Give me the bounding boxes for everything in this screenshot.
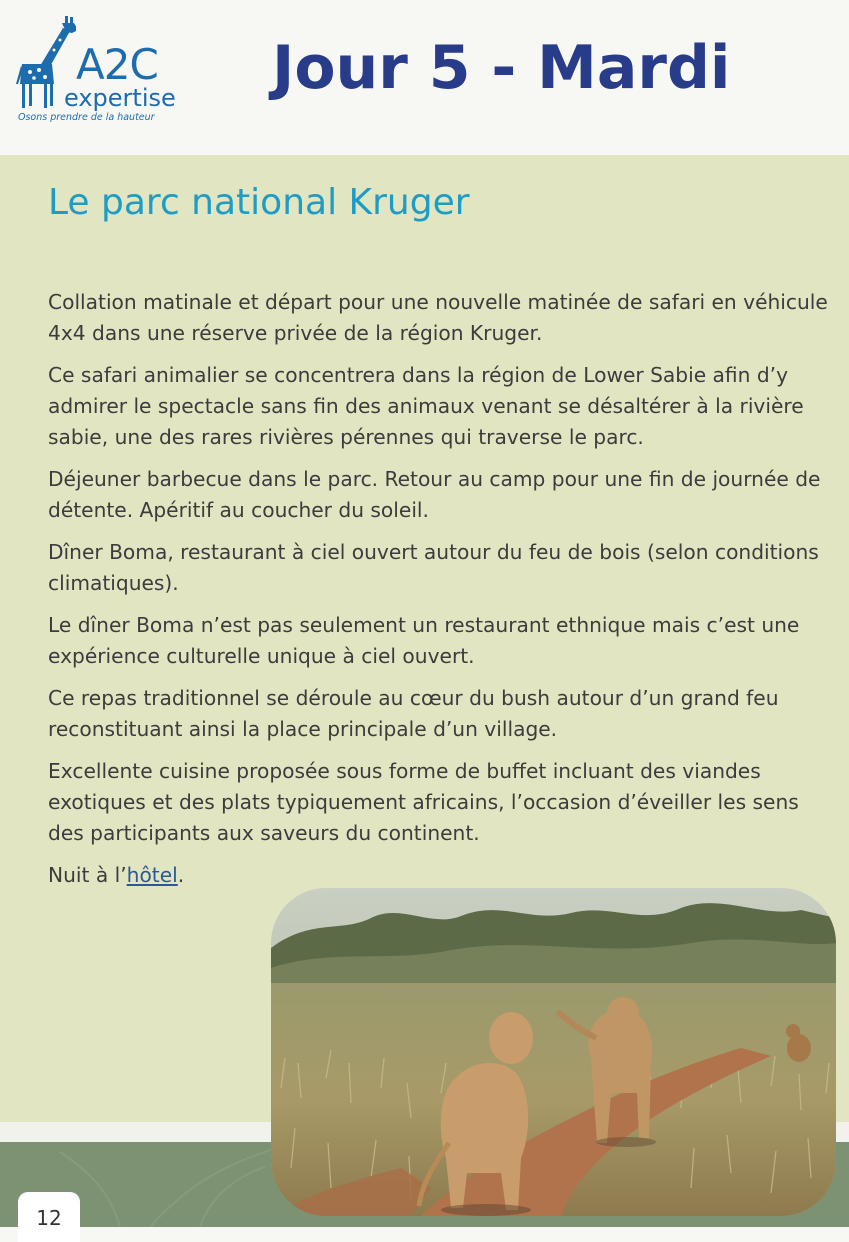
paragraph: Excellente cuisine proposée sous forme de buffet incluant des viandes exotiques et des plats typiquement africains, l’occasion d’éveiller les sens des participants aux saveurs du continent. xyxy=(48,759,799,845)
night-suffix: . xyxy=(177,863,185,887)
paragraph: Ce repas traditionnel se déroule au cœur du bush autour d’un grand feu reconstituant ainsi la place principale d’un village. xyxy=(48,686,779,741)
page-number-tab xyxy=(18,1192,80,1242)
paragraph: Collation matinale et départ pour une nouvelle matinée de safari en véhicule 4x4 dans une réserve privée de la région Kruger. xyxy=(48,290,828,345)
section-title: Le parc national Kruger xyxy=(48,182,470,223)
page-header xyxy=(0,0,849,155)
page-title: Jour 5 - Mardi xyxy=(272,33,731,103)
night-line xyxy=(48,860,838,891)
paragraph: Déjeuner barbecue dans le parc. Retour au camp pour une fin de journée de détente. Apéritif au coucher du soleil. xyxy=(48,467,821,522)
a2c-logo xyxy=(14,14,174,129)
logo-tagline: Osons prendre de la hauteur xyxy=(18,112,155,123)
lions-safari-photo xyxy=(271,888,836,1216)
hotel-link[interactable]: hôtel xyxy=(126,863,178,887)
paragraph: Le dîner Boma n’est pas seulement un restaurant ethnique mais c’est une expérience culturelle unique à ciel ouvert. xyxy=(48,613,800,668)
paragraph: Ce safari animalier se concentrera dans la région de Lower Sabie afin d’y admirer le spectacle sans fin des animaux venant se désaltérer à la rivière sabie, une des rares rivières pérennes qui traverse le parc. xyxy=(48,363,804,449)
logo-subtitle: expertise xyxy=(64,84,176,112)
itinerary-text xyxy=(48,287,838,902)
night-prefix: Nuit à l’ xyxy=(48,863,127,887)
paragraph: Dîner Boma, restaurant à ciel ouvert autour du feu de bois (selon conditions climatiques). xyxy=(48,540,819,595)
logo-wordmark: A2C xyxy=(76,40,158,89)
page-number: 12 xyxy=(36,1206,62,1230)
